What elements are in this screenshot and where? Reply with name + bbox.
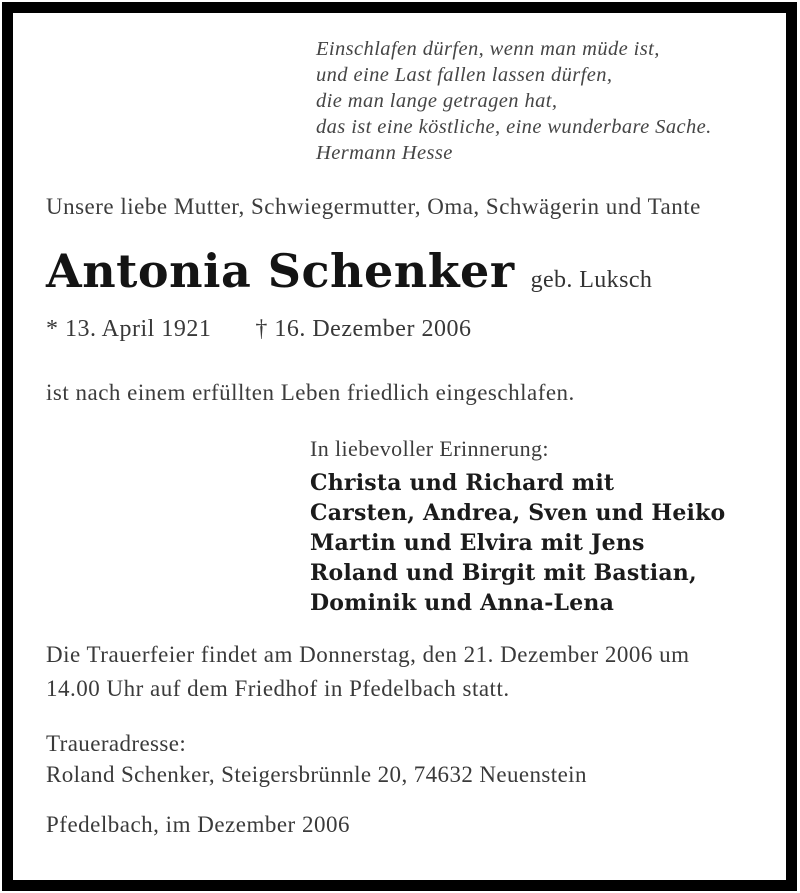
family-member-line: Roland und Birgit mit Bastian, (310, 560, 697, 586)
quote-line: Einschlafen dürfen, wenn man müde ist, (316, 38, 660, 60)
quote-line: das ist eine köstliche, eine wunderbare Sache. (316, 116, 712, 138)
deceased-name: Antonia Schenker (46, 244, 515, 298)
maiden-name: geb. Luksch (530, 267, 653, 293)
family-members-block (310, 468, 725, 618)
remembrance-heading: In liebevoller Erinnerung: (310, 436, 549, 461)
mourning-address: Roland Schenker, Steigersbrünnle 20, 74632 Neuenstein (46, 762, 587, 787)
funeral-info-line: Die Trauerfeier findet am Donnerstag, den 21. Dezember 2006 um (46, 642, 690, 667)
funeral-info (46, 638, 690, 706)
salutation-line: Unsere liebe Mutter, Schwiegermutter, Oma, Schwägerin und Tante (46, 194, 701, 219)
mourning-address-block (46, 728, 587, 790)
family-member-line: Martin und Elvira mit Jens (310, 530, 645, 556)
name-row (46, 244, 652, 298)
passing-line: ist nach einem erfüllten Leben friedlich eingeschlafen. (46, 380, 575, 405)
funeral-info-line: 14.00 Uhr auf dem Friedhof in Pfedelbach statt. (46, 676, 510, 701)
family-member-line: Carsten, Andrea, Sven und Heiko (310, 500, 726, 526)
mourning-address-label: Traueradresse: (46, 731, 187, 756)
quote-line: die man lange getragen hat, (316, 90, 558, 112)
quote-line: und eine Last fallen lassen dürfen, (316, 64, 613, 86)
hesse-quote (316, 36, 712, 166)
life-dates (46, 316, 471, 343)
birth-date: * 13. April 1921 (46, 316, 212, 342)
place-date-line: Pfedelbach, im Dezember 2006 (46, 812, 350, 837)
quote-attribution: Hermann Hesse (316, 142, 453, 164)
family-member-line: Dominik und Anna-Lena (310, 590, 615, 616)
family-member-line: Christa und Richard mit (310, 470, 615, 496)
death-date: † 16. Dezember 2006 (255, 316, 472, 342)
